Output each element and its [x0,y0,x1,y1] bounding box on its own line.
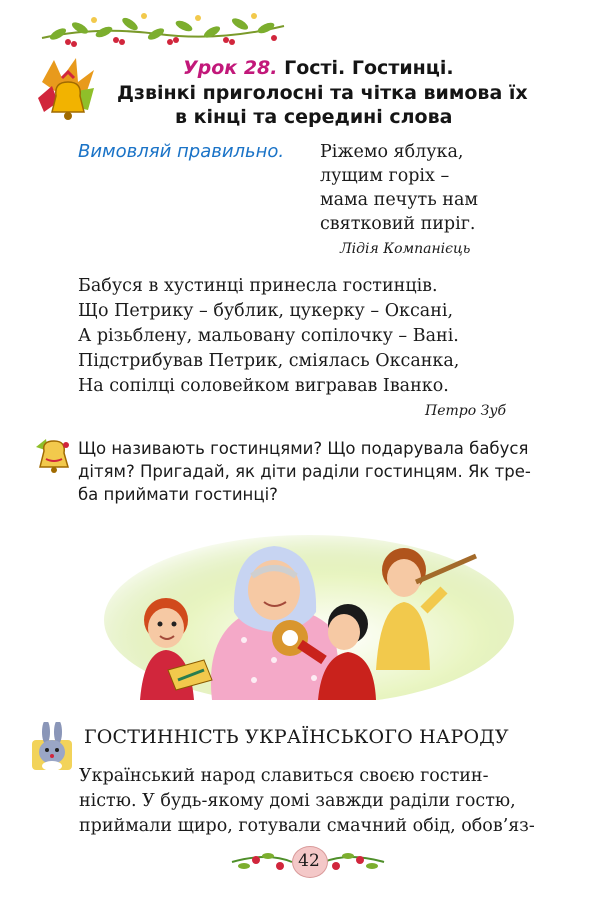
pronunciation-label: Вимовляй правильно. [78,141,285,162]
section-text-line: приймали щиро, готували смачний обід, обов’яз- [79,816,535,836]
poem-line: Бабуся в хустинці принесла гостинців. [78,276,438,296]
poem-line: Що Петрику – бублик, цукерку – Оксані, [78,301,454,321]
section-text-line: ністю. У будь-якому домі завжди раділи гостю, [79,791,516,811]
lesson-number: Урок 28. [183,57,278,79]
grandma-children-illustration [104,520,514,700]
lesson-title: Гості. Гостинці. [284,57,454,79]
rhyme-line: Ріжемо яблука, [320,142,464,162]
rhyme-line: святковий пиріг. [320,214,476,234]
lesson-subtitle-line-2: в кінці та середині слова [175,106,453,128]
rhyme-line: лущим горіх – [320,166,450,186]
rhyme-line: мама печуть нам [320,190,479,210]
poem-author: Петро Зуб [425,403,506,419]
question-line: дітям? Пригадай, як діти раділи гостинцям. Як тре- [78,462,531,481]
question-line: ба приймати гостинці? [78,485,278,504]
poem-line: На сопілці соловейком вигравав Іванко. [78,376,449,396]
autumn-leaves-bell-icon [32,52,104,132]
question-bell-icon [32,437,72,475]
rhyme-author: Лідія Компанієць [340,241,471,257]
lesson-subtitle-line-1: Дзвінкі приголосні та чітка вимова їх [117,82,528,104]
question-line: Що називають гостинцями? Що подарувала бабуся [78,439,529,458]
section-text-line: Український народ славиться своєю гостин- [79,766,489,786]
lesson-title-line-1 [183,57,454,79]
page-number: 42 [298,851,320,871]
rabbit-icon [30,722,74,772]
floral-border-top [38,8,288,50]
poem-line: А різьблену, мальовану сопілочку – Вані. [78,326,459,346]
poem-line: Підстрибував Петрик, сміялась Оксанка, [78,351,460,371]
section-heading: ГОСТИННІСТЬ УКРАЇНСЬКОГО НАРОДУ [84,726,509,748]
